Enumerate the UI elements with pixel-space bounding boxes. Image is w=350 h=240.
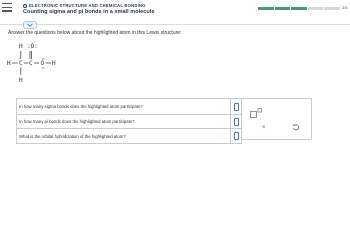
lone-pair-dot [42,59,43,60]
clear-button[interactable]: × [262,125,266,131]
answer-cell [231,129,241,143]
answer-cell [231,115,241,128]
lone-pair-dot [43,68,44,69]
hybridization-answer-input[interactable] [234,132,239,140]
atom-h-left: H [7,60,11,67]
sigma-answer-input[interactable] [234,103,239,111]
progress-segment [324,7,340,10]
category-label [23,3,146,8]
menu-icon[interactable] [2,3,12,13]
question-row [17,129,241,143]
circle-icon [23,4,27,8]
atom-h-right: H [52,60,56,67]
undo-icon[interactable] [292,123,300,131]
progress-bar [258,7,340,10]
header-divider [0,24,350,25]
lone-pair-dot [42,68,43,69]
question-row [17,115,241,129]
atom-h-bottom: H [19,77,23,84]
progress-segment [308,7,324,10]
progress-label: 3/5 [342,5,348,10]
topic-title: Counting sigma and pi bonds in a small molecule [23,9,155,15]
pi-answer-input[interactable] [234,118,239,126]
atom-c-1: C [19,60,23,67]
atom-o-top: :O: [27,43,38,50]
lewis-structure [6,40,96,100]
atom-o-mid: O [40,60,45,67]
question-text: What is the orbital hybridization of the highlighted atom? [17,129,231,143]
chevron-down-icon [27,23,33,27]
atom-h-top: H [19,43,23,50]
answer-cell [231,99,241,114]
superscript-icon[interactable] [250,108,262,118]
progress-segment [275,7,291,10]
atom-c-2: C [29,60,33,67]
answer-tools-panel [242,98,312,140]
progress-segment [291,7,307,10]
question-text: In how many sigma bonds does the highlighted atom participate? [17,99,231,114]
lone-pair-dot [43,59,44,60]
progress-segment [258,7,274,10]
question-row [17,99,241,115]
question-table [16,98,242,144]
top-bar [0,0,350,22]
instruction-text: Answer the questions below about the highlighted atom in this Lewis structure: [8,30,182,36]
question-text: In how many pi bonds does the highlighted atom participate? [17,115,231,128]
category-text: ELECTRONIC STRUCTURE AND CHEMICAL BONDING [29,3,146,8]
collapse-button[interactable] [23,21,37,29]
